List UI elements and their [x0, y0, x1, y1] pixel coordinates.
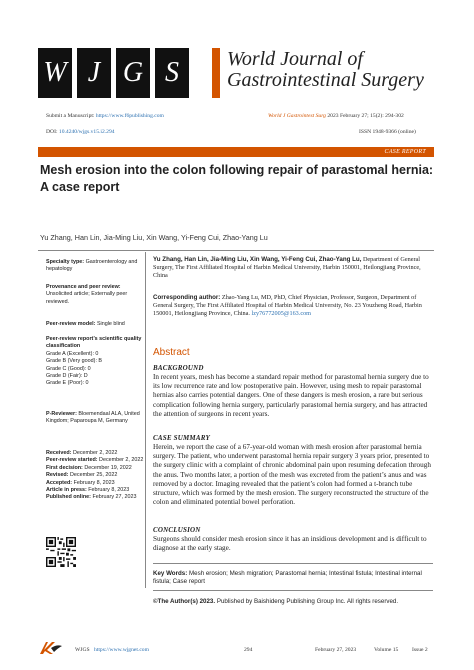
abstract-heading: Abstract	[153, 347, 190, 358]
submit-line	[46, 113, 164, 119]
case-summary-text: Herein, we report the case of a 67-year-old woman with mesh erosion after parastomal hernia surgery. The patient, who underwent parastomal hernia repair surgery 3 years prior, presented to the surgery clinic with a complaint of chronic abdominal pain upon resuming defecation through the anus. Two months later, a portion of the mesh was excreted from the patient’s anus and was removed by a doctor. Imaging revealed that the patient’s colon had formed a t-branch tube structure, which was formed by the mesh erosion. The surgery reconstructed the structure of the colon and eliminated potential bowel perforation.	[153, 443, 431, 507]
article-authors: Yu Zhang, Han Lin, Jia-Ming Liu, Xin Wang, Yi-Feng Cui, Zhao-Yang Lu	[40, 233, 268, 242]
grade-item: Grade A (Excellent): 0	[46, 350, 99, 357]
citation-details: 2023 February 27; 15(2): 294-302	[327, 113, 404, 119]
column-divider	[145, 252, 146, 588]
copyright-line	[153, 598, 398, 605]
grade-item: Grade E (Poor): 0	[46, 380, 89, 387]
quality-block	[46, 336, 144, 388]
divider-top	[38, 250, 434, 251]
logo-letter-g: G	[116, 48, 150, 98]
corresponding-text: Zhao-Yang Lu, MD, PhD, Chief Physician, Professor, Surgeon, Department of General Surgery, The First Affiliated Hospital of Harbin Medical University, No. 23 Youzheng Road, Harbin 150001, Heilongjiang Province, China.	[153, 294, 422, 317]
date-first-decision: First decision: December 19, 2022	[46, 464, 132, 471]
citation-journal: World J Gastrointest Surg	[268, 113, 326, 119]
corresponding-email[interactable]: lzy76772005@163.com	[251, 309, 311, 317]
date-in-press: Article in press: February 8, 2023	[46, 487, 130, 494]
copyright-text: Published by Baishideng Publishing Group Inc. All rights reserved.	[216, 598, 399, 605]
case-summary-heading: CASE SUMMARY	[153, 434, 210, 442]
grade-item: Grade D (Fair): D	[46, 373, 88, 380]
reviewer-value: Bloemendaal ALA, United Kingdom; Paparoupa M, Germany	[46, 411, 140, 425]
date-published: Published online: February 27, 2023	[46, 494, 137, 501]
doi-label: DOI:	[46, 129, 58, 135]
dates-block	[46, 450, 144, 502]
logo-letter-w: W	[38, 48, 72, 98]
specialty-block	[46, 259, 144, 274]
footer-date: February 27, 2023	[315, 647, 357, 653]
peer-model-label: Peer-review model:	[46, 321, 96, 327]
corresponding-label: Corresponding author:	[153, 294, 221, 301]
submit-link[interactable]: https://www.f6publishing.com	[95, 113, 164, 119]
affiliation-text: Department of General Surgery, The First Affiliated Hospital of Harbin Medical University, Harbin 150001, Heilongjiang Province, China	[153, 256, 421, 279]
conclusion-heading: CONCLUSION	[153, 526, 201, 534]
conclusion-text: Surgeons should consider mesh erosion since it has an insidious development and is difficult to diagnose at the early stage.	[153, 535, 427, 553]
keywords	[153, 570, 433, 586]
issn: ISSN 1948-9366 (online)	[359, 129, 416, 135]
specialty-value: Gastroenterology and hepatology	[46, 259, 138, 273]
section-label: CASE REPORT	[384, 149, 426, 155]
journal-title-line1: World Journal of	[227, 48, 363, 70]
journal-title-line2: Gastrointestinal Surgery	[227, 69, 424, 91]
peer-model-block	[46, 321, 144, 328]
reviewer-block	[46, 411, 144, 426]
grade-item: Grade C (Good): 0	[46, 365, 91, 372]
specialty-label: Specialty type:	[46, 259, 85, 265]
footer-volume: Volume 15	[374, 647, 399, 653]
background-heading: BACKGROUND	[153, 364, 204, 372]
grade-item: Grade B (Very good): B	[46, 358, 103, 365]
publisher-logo-icon	[38, 640, 64, 658]
provenance-block	[46, 284, 144, 306]
divider-copyright	[153, 590, 433, 591]
background-text: In recent years, mesh has become a standard repair method for parastomal hernia surgery due to its low recurrence rate and low postoperative pain. However, using mesh to repair parastomal hernias also carries potential dangers. One of these dangers is mesh erosion, a rare but serious complication following hernia surgery, particularly parastomal hernia surgery, and has attracted the attention of surgeons in recent years.	[153, 373, 429, 418]
logo-letter-s: S	[155, 48, 189, 98]
journal-logo	[38, 48, 194, 98]
footer-page: 294	[244, 647, 253, 653]
citation-line	[268, 113, 404, 119]
affiliation-names: Yu Zhang, Han Lin, Jia-Ming Liu, Xin Wang, Yi-Feng Cui, Zhao-Yang Lu,	[153, 256, 362, 263]
provenance-value: Unsolicited article; Externally peer reviewed.	[46, 291, 128, 305]
corresponding-block	[153, 294, 433, 318]
keywords-label: Key Words:	[153, 570, 188, 577]
date-peer-review: Peer-review started: December 2, 2022	[46, 457, 144, 464]
submit-label: Submit a Manuscript:	[46, 113, 95, 119]
logo-letter-j: J	[77, 48, 111, 98]
reviewer-label: P-Reviewer:	[46, 411, 77, 417]
article-title: Mesh erosion into the colon following repair of parastomal hernia: A case report	[40, 163, 434, 194]
provenance-label: Provenance and peer review:	[46, 284, 121, 290]
page-footer	[38, 640, 434, 658]
date-accepted: Accepted: February 8, 2023	[46, 479, 115, 486]
footer-url[interactable]: https://www.wjgnet.com	[94, 647, 149, 653]
quality-label: Peer-review report’s scientific quality classification	[46, 336, 142, 350]
divider-keywords	[153, 563, 433, 564]
doi-line	[46, 129, 115, 135]
doi-link[interactable]: 10.4240/wjgs.v15.i2.294	[58, 129, 115, 135]
date-revised: Revised: December 25, 2022	[46, 472, 118, 479]
affiliation-block	[153, 256, 433, 280]
footer-issue: Issue 2	[412, 647, 428, 653]
copyright-bold: ©The Author(s) 2023.	[153, 598, 216, 605]
peer-model-value: Single blind	[96, 321, 125, 327]
qr-code-icon[interactable]	[46, 537, 76, 567]
section-bar	[38, 147, 434, 157]
footer-journal: WJGS	[75, 647, 90, 653]
logo-accent-stripe	[212, 48, 220, 98]
keywords-text: Mesh erosion; Mesh migration; Parastomal hernia; Intestinal fistula; Intestinal internal fistula; Case report	[153, 570, 422, 586]
journal-title	[227, 49, 424, 91]
date-received: Received: December 2, 2022	[46, 450, 118, 456]
